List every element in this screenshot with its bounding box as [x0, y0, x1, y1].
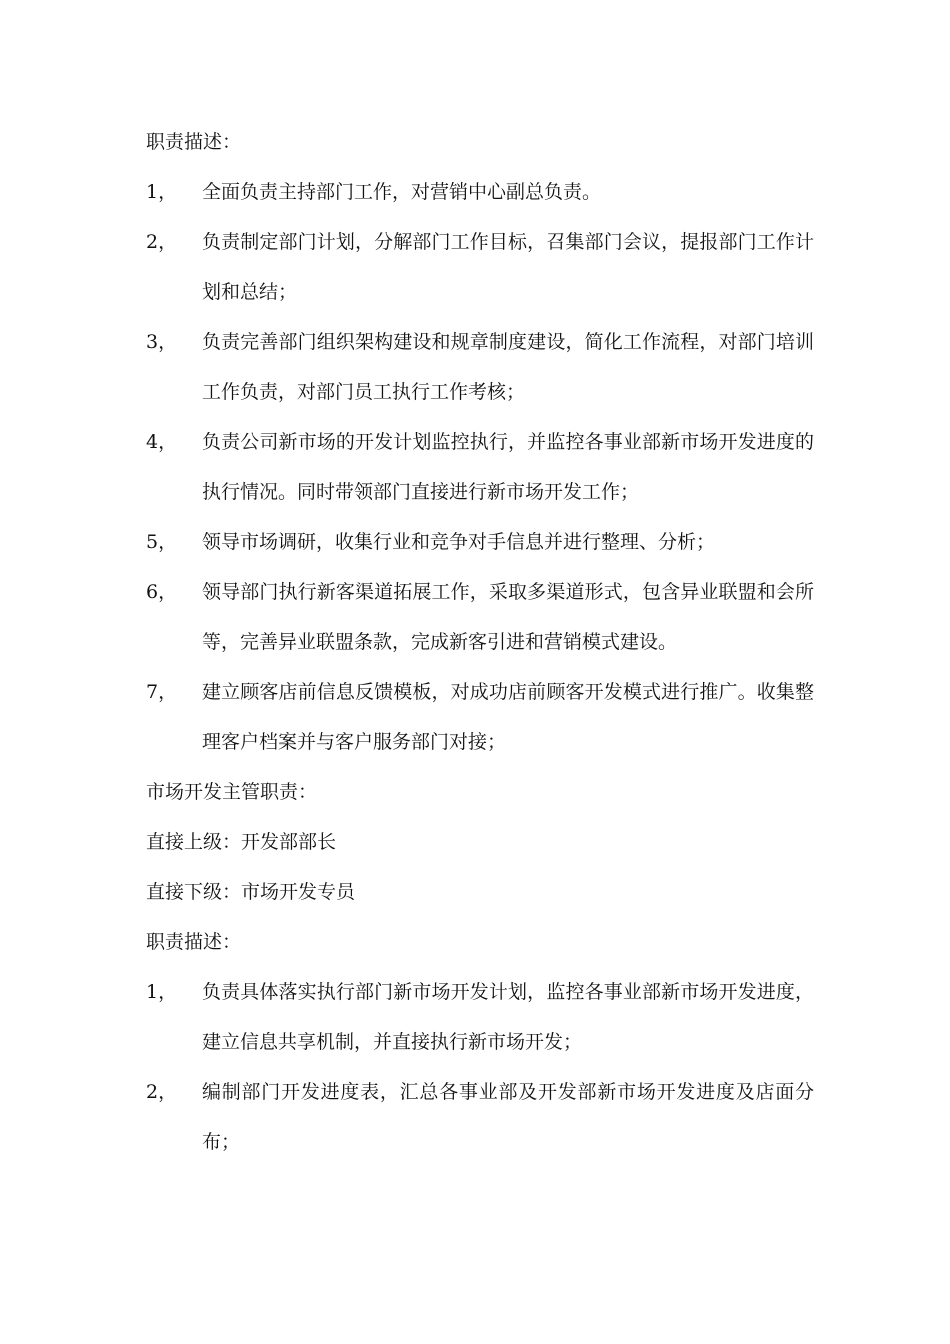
- list-item: [146, 217, 816, 317]
- item-text: 全面负责主持部门工作，对营销中心副总负责。: [202, 181, 602, 203]
- item-number: 2，: [146, 231, 178, 253]
- item-number: 3，: [146, 331, 178, 353]
- item-text: 负责完善部门组织架构建设和规章制度建设，简化工作流程，对部门培训工作负责，对部门员工执行工作考核；: [202, 331, 814, 403]
- item-text: 领导部门执行新客渠道拓展工作，采取多渠道形式，包含异业联盟和会所等，完善异业联盟条款，完成新客引进和营销模式建设。: [202, 581, 814, 653]
- item-number: 1，: [146, 981, 178, 1003]
- list-item: [146, 417, 816, 517]
- item-text: 负责制定部门计划，分解部门工作目标，召集部门会议，提报部门工作计划和总结；: [202, 231, 814, 303]
- item-number: 1，: [146, 181, 178, 203]
- item-text: 编制部门开发进度表，汇总各事业部及开发部新市场开发进度及店面分布；: [202, 1081, 814, 1153]
- list-item: [146, 1067, 816, 1167]
- list-item: [146, 517, 816, 567]
- section2-title: 市场开发主管职责：: [146, 781, 318, 803]
- item-text: 负责公司新市场的开发计划监控执行，并监控各事业部新市场开发进度的执行情况。同时带领部门直接进行新市场开发工作；: [202, 431, 814, 503]
- item-text: 负责具体落实执行部门新市场开发计划，监控各事业部新市场开发进度，建立信息共享机制，并直接执行新市场开发；: [202, 981, 814, 1053]
- list-item: [146, 967, 816, 1067]
- item-number: 7，: [146, 681, 178, 703]
- list-item: [146, 167, 816, 217]
- item-number: 5，: [146, 531, 178, 553]
- document-body: [146, 117, 816, 1167]
- item-number: 6，: [146, 581, 178, 603]
- direct-superior: 直接上级：开发部部长: [146, 831, 337, 853]
- item-text: 建立顾客店前信息反馈模板，对成功店前顾客开发模式进行推广。收集整理客户档案并与客户服务部门对接；: [202, 681, 814, 753]
- list-item: [146, 667, 816, 767]
- list-item: [146, 317, 816, 417]
- item-number: 2，: [146, 1081, 178, 1103]
- section2-heading: 职责描述：: [146, 931, 242, 953]
- item-number: 4，: [146, 431, 178, 453]
- direct-subordinate: 直接下级：市场开发专员: [146, 881, 356, 903]
- list-item: [146, 567, 816, 667]
- item-text: 领导市场调研，收集行业和竞争对手信息并进行整理、分析；: [202, 531, 716, 553]
- section1-heading: 职责描述：: [146, 131, 242, 153]
